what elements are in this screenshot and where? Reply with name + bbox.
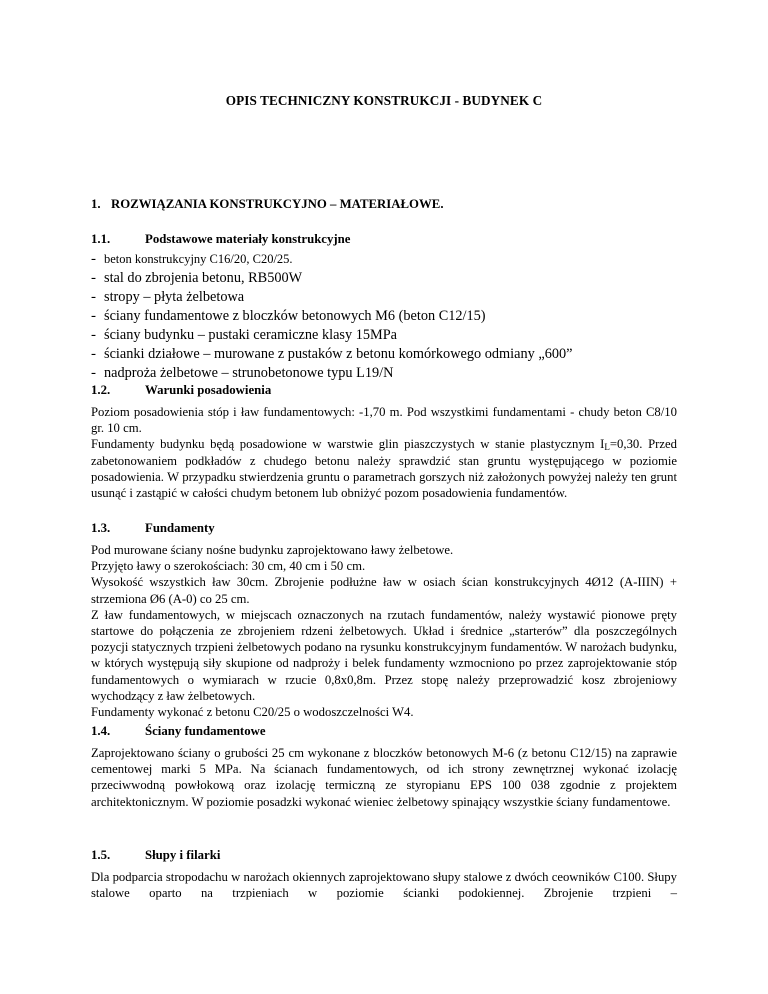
section-1-2-paragraph-1: Poziom posadowienia stóp i ław fundamentowych: -1,70 m. Pod wszystkimi fundamentami - chudy beton C8/10 gr. 10 cm.: [91, 405, 677, 436]
section-1-5-label: Słupy i filarki: [145, 848, 221, 862]
section-1-3-heading: [91, 520, 677, 536]
section-1-5-number: 1.5.: [91, 848, 111, 862]
section-1-4: [91, 723, 677, 810]
list-item: - ścianki działowe – murowane z pustaków z betonu komórkowego odmiany „600”: [91, 346, 573, 362]
section-1-5-heading: [91, 847, 677, 863]
list-item: - stal do zbrojenia betonu, RB500W: [91, 270, 303, 286]
section-1-5-paragraph: Dla podparcia stropodachu w narożach okiennych zaprojektowano słupy stalowe z dwóch ceowników C100. Słupy stalowe oparto na trzpieniach w poziomie ścianki podokiennej. Zbrojenie trzpieni –: [91, 870, 677, 901]
section-1-1: [91, 231, 677, 383]
section-1-4-heading: [91, 723, 677, 739]
section-1-1-label: Podstawowe materiały konstrukcyjne: [145, 232, 351, 246]
section-1-3-line-1: Pod murowane ściany nośne budynku zaprojektowano ławy żelbetowe.: [91, 543, 454, 557]
list-item: - nadproża żelbetowe – strunobetonowe typu L19/N: [91, 365, 394, 381]
section-1-3-label: Fundamenty: [145, 521, 215, 535]
section-1-1-number: 1.1.: [91, 232, 111, 246]
section-1-2: [91, 382, 677, 501]
section-1-heading: [91, 197, 444, 212]
document-title: OPIS TECHNICZNY KONSTRUKCJI - BUDYNEK C: [225, 93, 543, 108]
materials-list: [91, 250, 677, 383]
list-item: - ściany fundamentowe z bloczków betonowych M6 (beton C12/15): [91, 308, 486, 324]
list-item: - beton konstrukcyjny C16/20, C20/25.: [91, 251, 293, 267]
section-1-4-paragraph: Zaprojektowano ściany o grubości 25 cm wykonane z bloczków betonowych M-6 (z betonu C12/15) na zaprawie cementowej marki 5 MPa. Na ścianach fundamentowych, od ich strony zewnętrznej wykonać izolację przeciwwodną powłokową oraz izolację termiczną ze styropianu EPS 100 038 zgodnie z projektem architektonicznym. W poziomie posadzki wykonać wieniec żelbetowy spinający wszystkie ściany fundamentowe.: [91, 746, 677, 809]
section-1-1-heading: [91, 231, 677, 247]
section-1-3: [91, 520, 677, 720]
section-1-4-number: 1.4.: [91, 724, 111, 738]
section-1-3-number: 1.3.: [91, 521, 111, 535]
section-1-5: [91, 847, 677, 901]
section-1-2-paragraph-2: Fundamenty budynku będą posadowione w warstwie glin piaszczystych w stanie plastycznym $I_L=0,30$. Przed zabetonowaniem podkładów z chudego betonu należy sprawdzić stan gruntu występującego w poziomie posadowienia. W przypadku stwierdzenia gruntu o parametrach gorszych niż założonych powyżej należy ten grunt usunąć i zastąpić w całości chudym betonem lub obniżyć pozom posadowienia fundamentów.: [91, 437, 677, 501]
section-1-number: 1.: [91, 197, 101, 211]
section-1-2-label: Warunki posadowienia: [145, 383, 272, 397]
section-1-3-line-2: Przyjęto ławy o szerokościach: 30 cm, 40 cm i 50 cm.: [91, 559, 366, 574]
list-item: - stropy – płyta żelbetowa: [91, 289, 245, 305]
section-1-3-line-5: Fundamenty wykonać z betonu C20/25 o wodoszczelności W4.: [91, 705, 414, 720]
list-item: - ściany budynku – pustaki ceramiczne klasy 15MPa: [91, 327, 398, 343]
section-1-label: ROZWIĄZANIA KONSTRUKCYJNO – MATERIAŁOWE.: [111, 197, 444, 211]
section-1-2-heading: [91, 382, 677, 398]
section-1-2-number: 1.2.: [91, 383, 111, 397]
section-1-4-label: Ściany fundamentowe: [145, 724, 266, 738]
section-1-3-line-4: Z ław fundamentowych, w miejscach oznaczonych na rzutach fundamentów, należy wystawić pionowe pręty startowe do połączenia ze zbrojeniem rdzeni żelbetowych. Układ i średnice „starterów” dla poszczególnych pozycji statycznych trzpieni żelbetowych podano na rysunku konstrukcyjnym fundamentów. W narożach budynku, w których występują siły skupione od nadproży i belek fundamenty wzmocniono po przez zaprojektowanie stóp fundamentowych o wymiarach w rzucie 0,8x0,8m. Przez stopę należy przeprowadzić kosz zbrojeniowy wychodzący z ław żelbetowych.: [91, 607, 677, 703]
section-1-3-line-3: Wysokość wszystkich ław 30cm. Zbrojenie podłużne ław w osiach ścian konstrukcyjnych 4Ø12 (A-IIIN) + strzemiona Ø6 (A-0) co 25 cm.: [91, 575, 677, 606]
